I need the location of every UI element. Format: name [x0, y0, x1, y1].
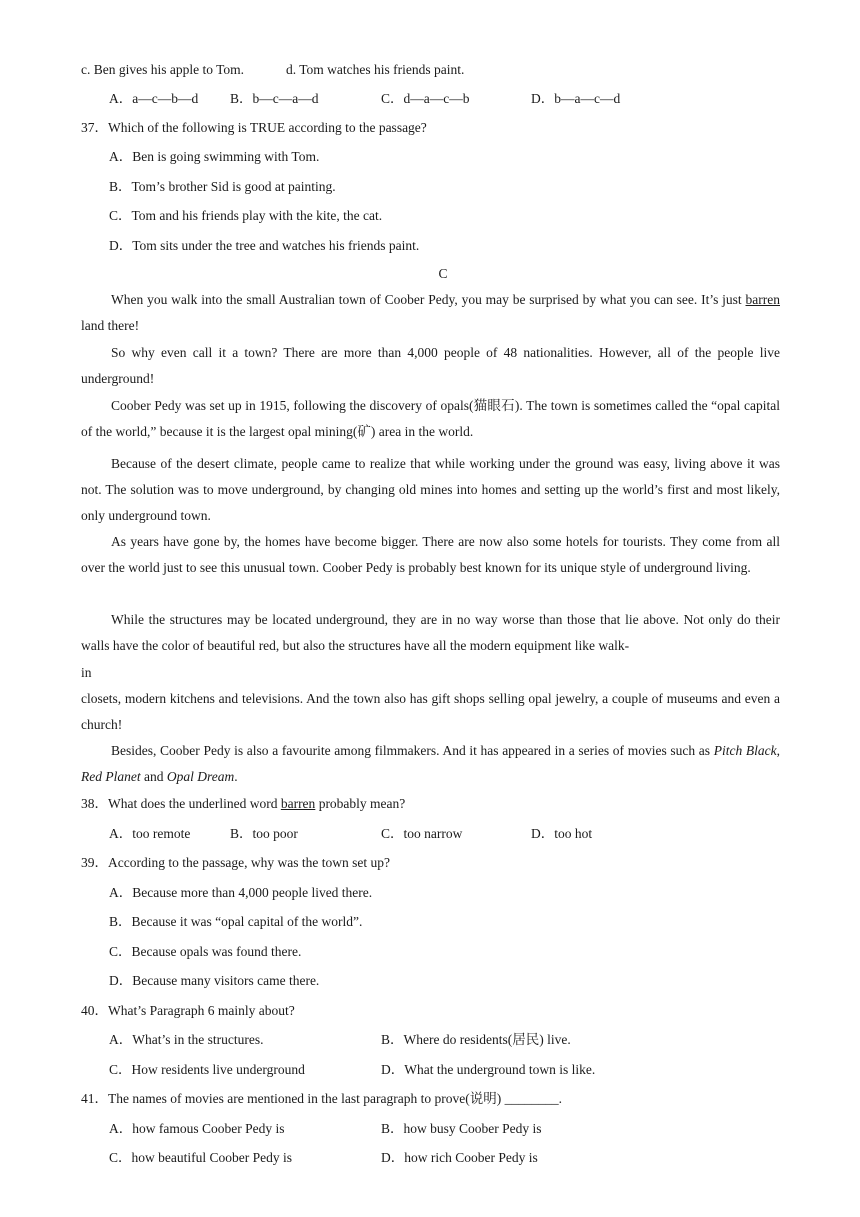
q36-option-d[interactable]: D．b—a—c—d [531, 91, 621, 106]
movie-title: Pitch Black [713, 743, 777, 758]
q36-item-d: d. Tom watches his friends paint. [286, 62, 465, 77]
q40-option-a[interactable]: A．What’s in the structures. [109, 1032, 264, 1047]
q39-option-d[interactable]: D．Because many visitors came there. [109, 973, 320, 988]
q38-stem: 38．What does the underlined word barren probably mean? [81, 796, 406, 811]
q41-stem: 41．The names of movies are mentioned in the last paragraph to prove(说明) ________. [81, 1091, 562, 1106]
q38-option-a[interactable]: A．too remote [109, 826, 191, 841]
passage-paragraph-2: So why even call it a town? There are more than 4,000 people of 48 nationalities. However, all of the people live underground! [81, 345, 780, 386]
q36-option-b[interactable]: B．b—c—a—d [230, 91, 319, 106]
q37-option-a[interactable]: A．Ben is going swimming with Tom. [109, 149, 320, 164]
passage-paragraph-1: When you walk into the small Australian town of Coober Pedy, you may be surprised by what you can see. It’s just barren land there! [81, 292, 780, 333]
section-letter: C [438, 266, 448, 281]
passage-paragraph-6-break: in [81, 665, 92, 680]
q36-option-a[interactable]: A．a—c—b—d [109, 91, 199, 106]
q37-option-d[interactable]: D．Tom sits under the tree and watches his friends paint. [109, 238, 420, 253]
q36-item-c: c. Ben gives his apple to Tom. [81, 62, 245, 77]
passage-paragraph-6-cont: closets, modern kitchens and televisions. And the town also has gift shops selling opal jewelry, a couple of museums and even a church! [81, 691, 780, 732]
q40-stem: 40．What’s Paragraph 6 mainly about? [81, 1003, 295, 1018]
movie-title: Opal Dream [166, 769, 235, 784]
q39-option-b[interactable]: B．Because it was “opal capital of the world”. [109, 914, 363, 929]
passage-paragraph-3: Coober Pedy was set up in 1915, following the discovery of opals(猫眼石). The town is sometimes called the “opal capital of the world,” because it is the largest opal mining(矿) area in the world. [81, 398, 780, 439]
passage-paragraph-7: Besides, Coober Pedy is also a favourite among filmmakers. And it has appeared in a series of movies such as Pitch Black, Red Planet and Opal Dream. [81, 743, 780, 784]
passage-paragraph-5: As years have gone by, the homes have become bigger. There are now also some hotels for tourists. They come from all over the world just to see this unusual town. Coober Pedy is probably best known for its unique style of underground living. [81, 534, 780, 575]
q37-option-c[interactable]: C．Tom and his friends play with the kite, the cat. [109, 208, 383, 223]
passage-paragraph-4: Because of the desert climate, people came to realize that while working under the ground was easy, living above it was not. The solution was to move underground, by changing old mines into homes and setting up the world’s first and most likely, only underground town. [81, 456, 780, 523]
q39-option-a[interactable]: A．Because more than 4,000 people lived there. [109, 885, 373, 900]
underlined-word-barren: barren [280, 796, 316, 811]
q41-option-d[interactable]: D．how rich Coober Pedy is [381, 1150, 538, 1165]
q37-option-b[interactable]: B．Tom’s brother Sid is good at painting. [109, 179, 336, 194]
passage-paragraph-6: While the structures may be located underground, they are in no way worse than those that lie above. Not only do their walls have the color of beautiful red, but also the structures have all the modern equipment like walk- [81, 612, 780, 653]
q40-option-d[interactable]: D．What the underground town is like. [381, 1062, 596, 1077]
q38-option-c[interactable]: C．too narrow [381, 826, 463, 841]
underlined-word-barren: barren [745, 292, 780, 307]
q41-option-b[interactable]: B．how busy Coober Pedy is [381, 1121, 542, 1136]
q40-option-c[interactable]: C．How residents live underground [109, 1062, 305, 1077]
q40-option-b[interactable]: B．Where do residents(居民) live. [381, 1032, 571, 1047]
q41-option-c[interactable]: C．how beautiful Coober Pedy is [109, 1150, 292, 1165]
q39-stem: 39．According to the passage, why was the town set up? [81, 855, 390, 870]
q37-stem: 37．Which of the following is TRUE according to the passage? [81, 120, 427, 135]
movie-title: Red Planet [81, 769, 141, 784]
q41-option-a[interactable]: A．how famous Coober Pedy is [109, 1121, 285, 1136]
q39-option-c[interactable]: C．Because opals was found there. [109, 944, 302, 959]
q38-option-b[interactable]: B．too poor [230, 826, 298, 841]
q36-option-c[interactable]: C．d—a—c—b [381, 91, 470, 106]
q38-option-d[interactable]: D．too hot [531, 826, 593, 841]
